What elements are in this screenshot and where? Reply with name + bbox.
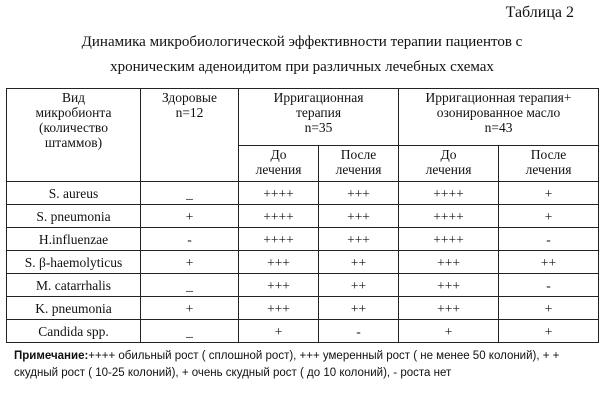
header-irrigation: Ирригационная терапия n=35 [239, 89, 399, 146]
irrigation-before-value: ++++ [239, 182, 319, 205]
species-name: S. β-haemolyticus [7, 251, 141, 274]
header-healthy: Здоровые n=12 [141, 89, 239, 182]
irrigation-after-value: ++ [319, 297, 399, 320]
table-row [7, 228, 599, 251]
ozone-after-value: ++ [499, 251, 599, 274]
species-name: S. aureus [7, 182, 141, 205]
table-row [7, 205, 599, 228]
ozone-before-value: + [399, 320, 499, 343]
footnote-text: ++++ обильный рост ( сплошной рост), +++ умеренный рост ( не менее 50 колоний), + + скудный рост ( 10-25 колоний), + очень скудный рост ( до 10 колоний), - роста нет [14, 350, 560, 379]
ozone-before-value: +++ [399, 274, 499, 297]
title-line-1: Динамика микробиологической эффективности терапии пациентов с [81, 34, 523, 50]
irrigation-before-value: ++++ [239, 228, 319, 251]
header-oz-after: После лечения [499, 146, 599, 182]
irrigation-after-value: +++ [319, 182, 399, 205]
healthy-value: + [141, 251, 239, 274]
footnote-label: Примечание: [14, 350, 89, 362]
species-name: Candida spp. [7, 320, 141, 343]
table-row [7, 297, 599, 320]
results-table [6, 88, 599, 343]
title-line-2: хроническим аденоидитом при различных лечебных схемах [110, 59, 494, 75]
ozone-after-value: - [499, 274, 599, 297]
irrigation-before-value: ++++ [239, 205, 319, 228]
ozone-after-value: - [499, 228, 599, 251]
header-irr-after: После лечения [319, 146, 399, 182]
table-row [7, 251, 599, 274]
healthy-value: _ [141, 320, 239, 343]
healthy-value: + [141, 297, 239, 320]
species-name: K. pneumonia [7, 297, 141, 320]
irrigation-after-value: +++ [319, 228, 399, 251]
irrigation-after-value: ++ [319, 274, 399, 297]
ozone-after-value: + [499, 205, 599, 228]
irrigation-before-value: +++ [239, 274, 319, 297]
ozone-before-value: ++++ [399, 228, 499, 251]
irrigation-after-value: ++ [319, 251, 399, 274]
header-row-1 [7, 89, 599, 146]
ozone-after-value: + [499, 182, 599, 205]
species-name: S. pneumonia [7, 205, 141, 228]
irrigation-after-value: - [319, 320, 399, 343]
healthy-value: _ [141, 182, 239, 205]
ozone-before-value: +++ [399, 297, 499, 320]
ozone-before-value: +++ [399, 251, 499, 274]
table-title [0, 30, 604, 80]
healthy-value: _ [141, 274, 239, 297]
header-oz-before: До лечения [399, 146, 499, 182]
irrigation-before-value: + [239, 320, 319, 343]
healthy-value: - [141, 228, 239, 251]
healthy-value: + [141, 205, 239, 228]
ozone-after-value: + [499, 320, 599, 343]
ozone-before-value: ++++ [399, 182, 499, 205]
irrigation-before-value: +++ [239, 297, 319, 320]
table-row [7, 320, 599, 343]
species-name: M. catarrhalis [7, 274, 141, 297]
header-species: Вид микробионта (количество штаммов) [7, 89, 141, 182]
species-name: H.influenzae [7, 228, 141, 251]
footnote [14, 348, 598, 382]
ozone-after-value: + [499, 297, 599, 320]
ozone-before-value: ++++ [399, 205, 499, 228]
header-irr-before: До лечения [239, 146, 319, 182]
header-ozone: Ирригационная терапия+ озонированное масло n=43 [399, 89, 599, 146]
irrigation-after-value: +++ [319, 205, 399, 228]
table-caption: Таблица 2 [505, 4, 574, 21]
table-row [7, 274, 599, 297]
irrigation-before-value: +++ [239, 251, 319, 274]
table-row [7, 182, 599, 205]
